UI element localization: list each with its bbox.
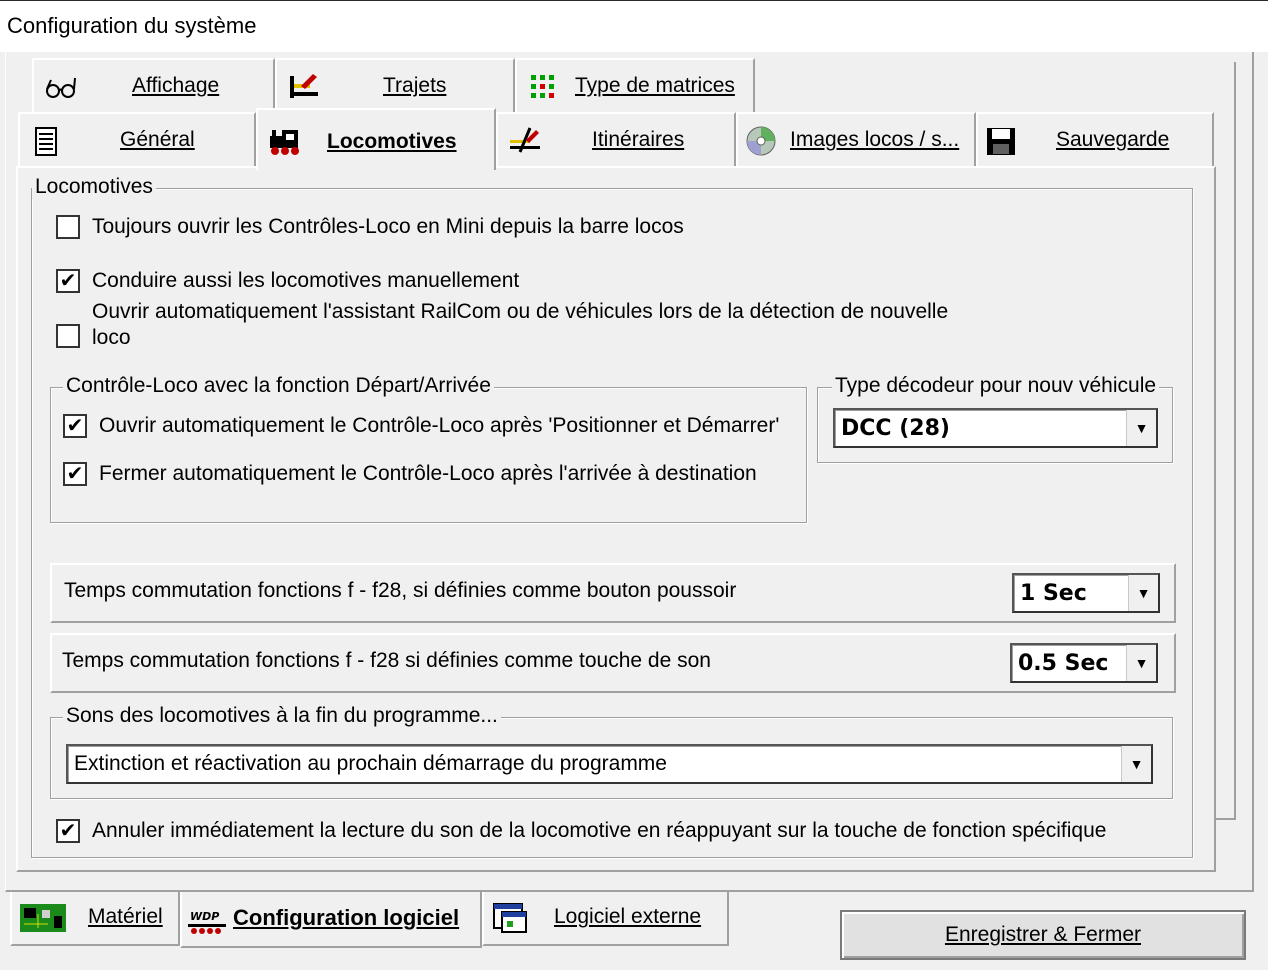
- disc-icon: [744, 126, 778, 156]
- sound-key-time-value: 0.5 Sec: [1018, 650, 1109, 676]
- tab-sauvegarde-label: Sauvegarde: [1056, 128, 1170, 151]
- tab-images-locos[interactable]: [736, 112, 976, 166]
- tab-trajets[interactable]: [275, 58, 515, 112]
- floppy-disk-icon: [984, 126, 1018, 156]
- circuit-board-icon: [18, 900, 68, 936]
- tab-itineraires-label: Itinéraires: [592, 128, 685, 151]
- chevron-down-icon[interactable]: ▼: [1126, 645, 1156, 681]
- cancel-sound-checkbox-label: Annuler immédiatement la lecture du son de la locomotive en réappuyant sur la touche de fonction spécifique: [92, 819, 1107, 842]
- locomotives-group-legend: Locomotives: [32, 175, 156, 199]
- window-title: Configuration du système: [7, 13, 257, 38]
- decoder-type-legend: Type décodeur pour nouv véhicule: [832, 374, 1159, 398]
- checkbox-row-cancel-sound[interactable]: [56, 819, 1106, 843]
- tab-locomotives-label: Locomotives: [327, 130, 457, 153]
- manual-checkbox-label: Conduire aussi les locomotives manuellement: [92, 269, 520, 292]
- railcom-checkbox-label-line1: Ouvrir automatiquement l'assistant RailCom ou de véhicules lors de la détection de nouvelle: [92, 300, 949, 323]
- sounds-end-program-select[interactable]: [66, 744, 1153, 784]
- auto-close-checkbox[interactable]: [63, 462, 87, 486]
- checkbox-row-auto-close[interactable]: [63, 462, 757, 486]
- depart-arrivee-legend: Contrôle-Loco avec la fonction Départ/Arrivée: [63, 374, 494, 398]
- mini-checkbox[interactable]: [56, 215, 80, 239]
- sound-key-time-label: Temps commutation fonctions f - f28 si définies comme touche de son: [62, 649, 711, 672]
- push-button-time-row: [50, 563, 1176, 623]
- save-and-close-button[interactable]: [840, 910, 1246, 960]
- checkbox-row-railcom[interactable]: [56, 300, 949, 353]
- tab-affichage[interactable]: [32, 58, 275, 112]
- tab-affichage-label: Affichage: [132, 74, 220, 97]
- svg-text:WDP: WDP: [190, 910, 220, 923]
- document-icon: [30, 126, 64, 156]
- tab-trajets-label: Trajets: [383, 74, 447, 97]
- auto-open-checkbox-label: Ouvrir automatiquement le Contrôle-Loco après 'Positionner et Démarrer': [99, 414, 780, 437]
- checkbox-row-manual[interactable]: [56, 269, 519, 293]
- sounds-end-program-group: [50, 704, 1173, 799]
- wdp-icon: [186, 900, 228, 936]
- chevron-down-icon[interactable]: ▼: [1126, 410, 1156, 446]
- railcom-checkbox-label-line2: loco: [92, 326, 131, 349]
- push-button-time-value: 1 Sec: [1020, 580, 1087, 606]
- tab-type-matrices-label: Type de matrices: [575, 74, 735, 97]
- tab-logiciel-externe-label: Logiciel externe: [554, 905, 702, 928]
- tab-configuration-logiciel[interactable]: [180, 892, 482, 948]
- checkbox-row-auto-open[interactable]: [63, 414, 779, 438]
- decoder-type-select[interactable]: [833, 408, 1158, 448]
- sounds-end-program-legend: Sons des locomotives à la fin du programme...: [63, 704, 501, 728]
- tab-configuration-logiciel-label: Configuration logiciel: [233, 905, 460, 930]
- tab-general[interactable]: [18, 112, 256, 166]
- sound-key-time-select[interactable]: [1010, 643, 1158, 683]
- tab-sauvegarde[interactable]: [976, 112, 1214, 166]
- save-and-close-label: Enregistrer & Fermer: [944, 923, 1142, 946]
- sounds-end-program-value: Extinction et réactivation au prochain démarrage du programme: [74, 752, 667, 775]
- locomotive-icon: [268, 126, 302, 156]
- checkbox-row-mini[interactable]: [56, 215, 684, 239]
- route-icon: [508, 126, 542, 156]
- tab-logiciel-externe[interactable]: [482, 892, 729, 946]
- chevron-down-icon[interactable]: ▼: [1121, 746, 1151, 782]
- railcom-checkbox[interactable]: [56, 324, 80, 348]
- tab-materiel[interactable]: [10, 892, 180, 946]
- tab-locomotives[interactable]: [256, 108, 496, 170]
- title-bar: [0, 0, 1268, 52]
- tab-general-label: Général: [120, 128, 195, 151]
- tab-materiel-label: Matériel: [88, 905, 163, 928]
- mini-checkbox-label: Toujours ouvrir les Contrôles-Loco en Mini depuis la barre locos: [92, 215, 684, 238]
- sound-key-time-row: [50, 633, 1176, 693]
- auto-open-checkbox[interactable]: [63, 414, 87, 438]
- decoder-type-group: [817, 374, 1173, 463]
- locomotives-group: [31, 175, 1193, 858]
- cancel-sound-checkbox[interactable]: [56, 819, 80, 843]
- decoder-type-value: DCC (28): [841, 415, 950, 441]
- track-edit-icon: [287, 72, 321, 102]
- depart-arrivee-group: [50, 374, 807, 523]
- inner-frame-edge: [1216, 62, 1236, 820]
- tab-type-matrices[interactable]: [515, 58, 755, 112]
- auto-close-checkbox-label: Fermer automatiquement le Contrôle-Loco après l'arrivée à destination: [99, 462, 757, 485]
- matrix-grid-icon: [527, 72, 561, 102]
- push-button-time-label: Temps commutation fonctions f - f28, si définies comme bouton poussoir: [64, 579, 737, 602]
- tab-images-locos-label: Images locos / s...: [790, 128, 960, 151]
- windows-icon: [490, 900, 530, 936]
- chevron-down-icon[interactable]: ▼: [1128, 575, 1158, 611]
- tab-itineraires[interactable]: [496, 112, 736, 166]
- push-button-time-select[interactable]: [1012, 573, 1160, 613]
- locomotives-panel: [16, 166, 1216, 872]
- glasses-icon: [44, 72, 78, 102]
- manual-checkbox[interactable]: [56, 269, 80, 293]
